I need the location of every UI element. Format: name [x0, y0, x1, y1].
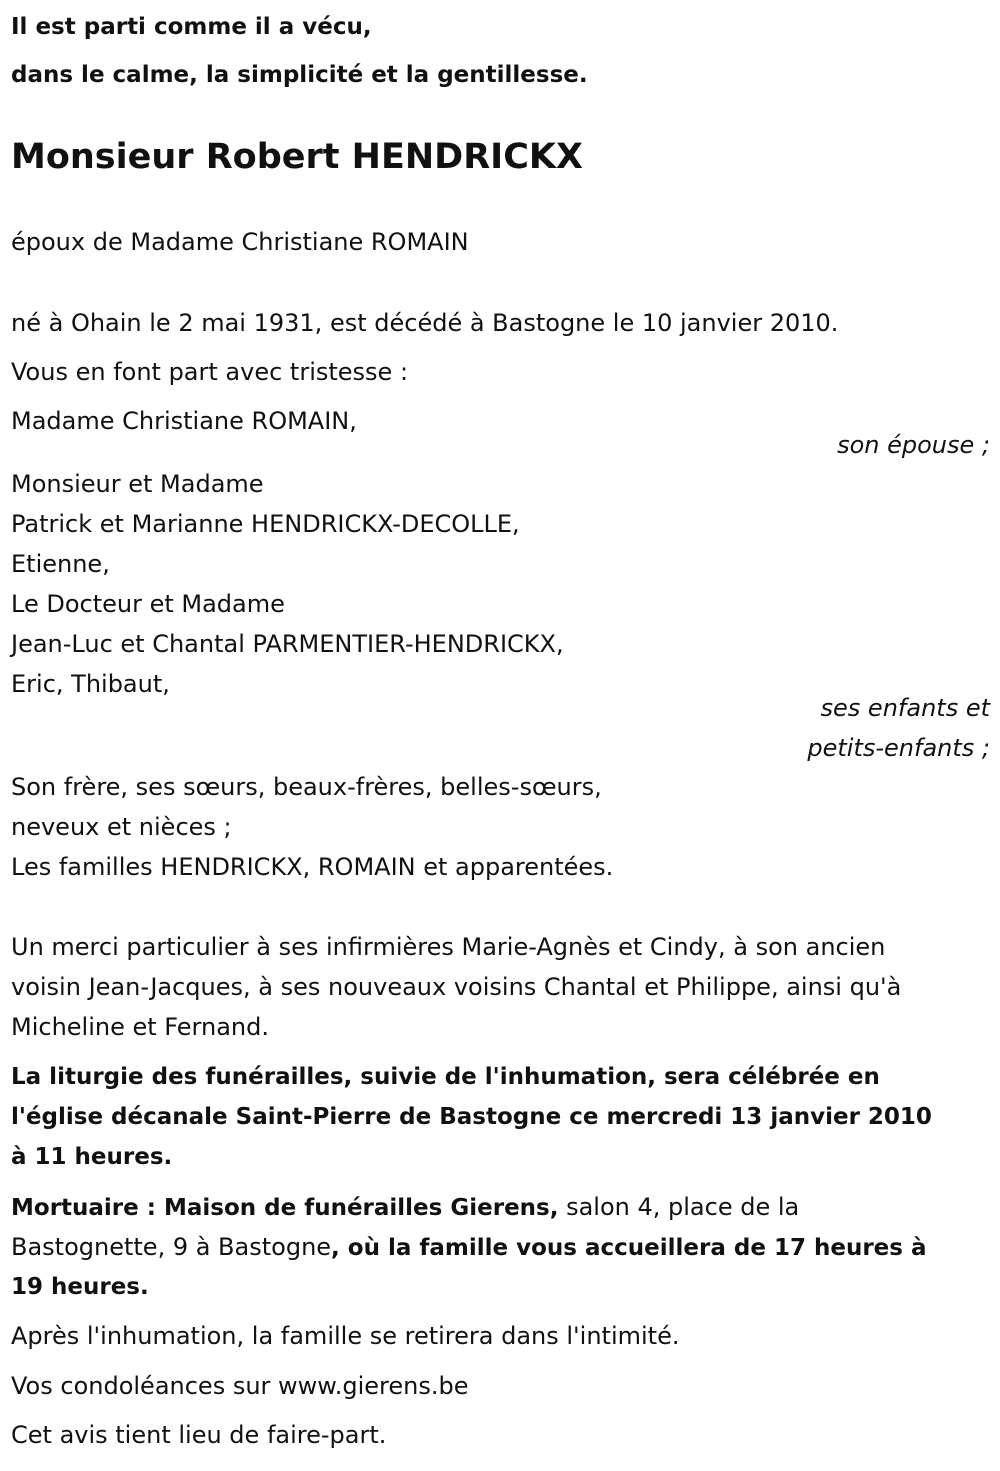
thanks-line: voisin Jean-Jacques, à ses nouveaux voisins Chantal et Philippe, ainsi qu'à [11, 973, 902, 1001]
deceased-name: Monsieur Robert HENDRICKX [11, 137, 583, 177]
funeral-line: La liturgie des funérailles, suivie de l'inhumation, sera célébrée en [11, 1064, 880, 1090]
condolences-note: Vos condoléances sur www.gierens.be [11, 1372, 469, 1400]
children-role: ses enfants et [820, 694, 990, 722]
spouse-name: Madame Christiane ROMAIN, [11, 407, 357, 435]
mortuary-hours: , où la famille vous accueillera de 17 heures à [331, 1235, 927, 1261]
family-line: neveux et nièces ; [11, 813, 232, 841]
thanks-line: Un merci particulier à ses infirmières Marie-Agnès et Cindy, à son ancien [11, 933, 886, 961]
children-role: petits-enfants ; [807, 734, 990, 762]
children-line: Jean-Luc et Chantal PARMENTIER-HENDRICKX, [11, 630, 564, 658]
family-line: Son frère, ses sœurs, beaux-frères, belles-sœurs, [11, 773, 602, 801]
mortuary-line-2 [11, 1232, 926, 1263]
epitaph-line-2: dans le calme, la simplicité et la gentillesse. [11, 62, 588, 88]
mortuary-line-1 [11, 1192, 799, 1223]
thanks-line: Micheline et Fernand. [11, 1013, 269, 1041]
children-line: Monsieur et Madame [11, 470, 264, 498]
children-line: Patrick et Marianne HENDRICKX-DECOLLE, [11, 510, 520, 538]
children-line: Etienne, [11, 550, 110, 578]
mortuary-address: salon 4, place de la [558, 1193, 800, 1221]
family-line: Les familles HENDRICKX, ROMAIN et apparentées. [11, 853, 614, 881]
announcement-intro: Vous en font part avec tristesse : [11, 358, 409, 386]
children-line: Eric, Thibaut, [11, 670, 170, 698]
funeral-line: l'église décanale Saint-Pierre de Bastogne ce mercredi 13 janvier 2010 [11, 1104, 932, 1130]
epitaph-line-1: Il est parti comme il a vécu, [11, 14, 372, 40]
after-burial-note: Après l'inhumation, la famille se retirera dans l'intimité. [11, 1322, 680, 1350]
mortuary-line-3: 19 heures. [11, 1274, 149, 1300]
spouse-role: son épouse ; [837, 431, 990, 459]
funeral-line: à 11 heures. [11, 1144, 173, 1170]
children-line: Le Docteur et Madame [11, 590, 285, 618]
mortuary-place: Mortuaire : Maison de funérailles Gierens, [11, 1195, 559, 1221]
spouse-line: époux de Madame Christiane ROMAIN [11, 228, 469, 256]
birth-death-line: né à Ohain le 2 mai 1931, est décédé à Bastogne le 10 janvier 2010. [11, 309, 839, 337]
mortuary-address: Bastognette, 9 à Bastogne [11, 1233, 332, 1261]
notice-note: Cet avis tient lieu de faire-part. [11, 1421, 387, 1449]
